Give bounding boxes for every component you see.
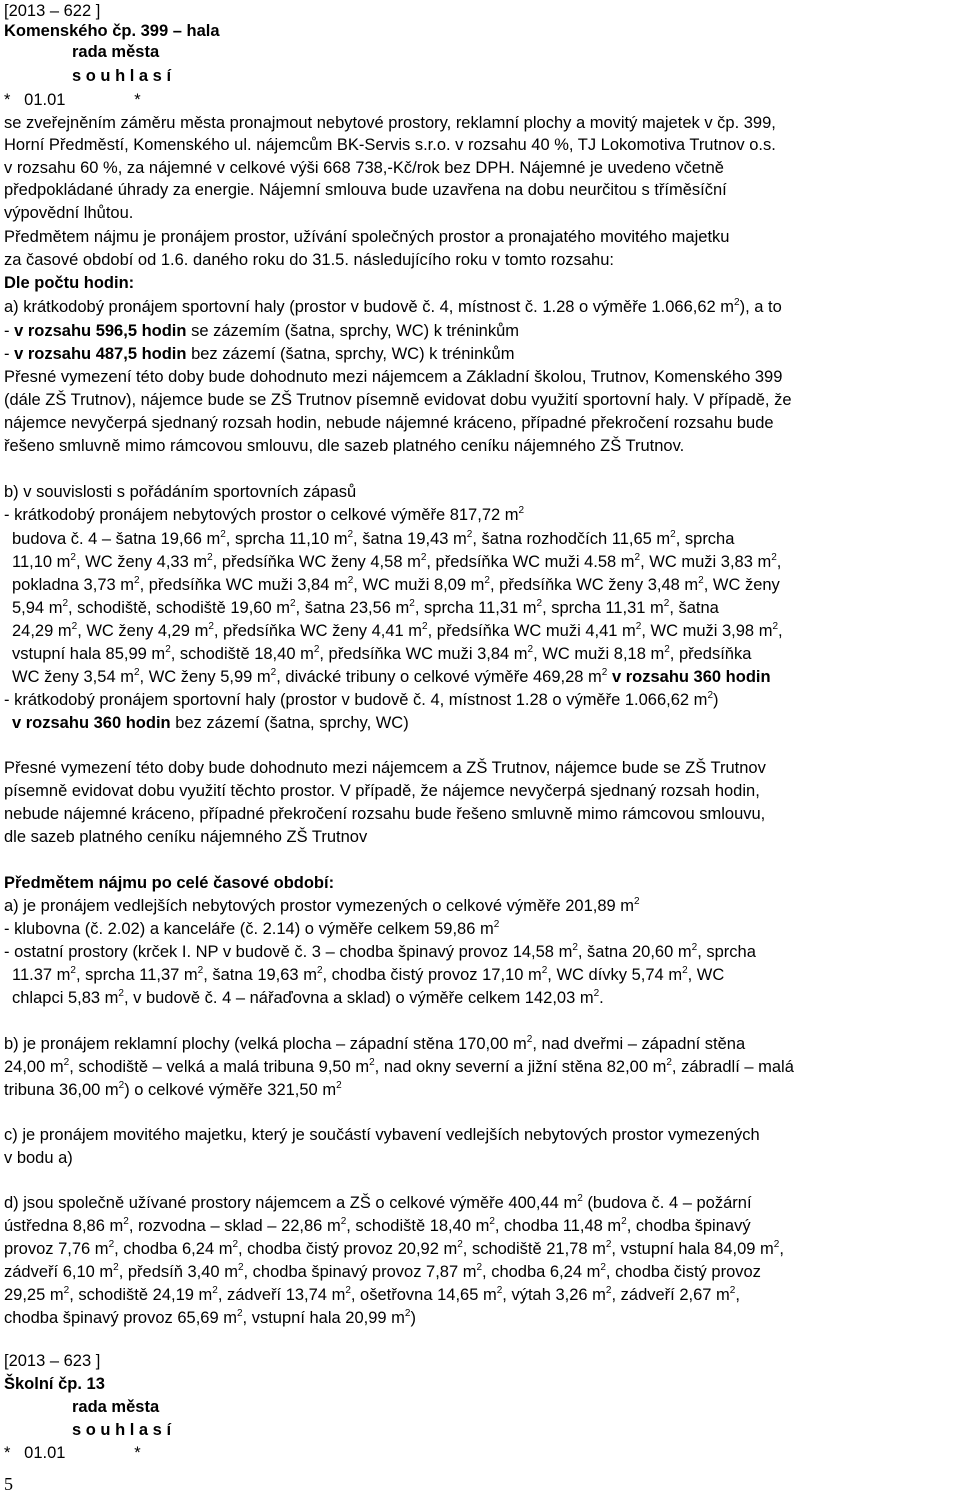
- resolution-heading: Komenského čp. 399 – hala: [4, 22, 220, 40]
- text-line: budova č. 4 – šatna 19,66 $m^2$, sprcha 11,10 $m^2$, šatna 19,43 $m^2$, šatna rozhodčích 11,65 $m^2$, sprcha: [12, 528, 735, 548]
- code-line: * 01.01 *: [4, 91, 141, 109]
- council-label: rada města: [72, 43, 160, 61]
- text-line: se zveřejněním záměru města pronajmout nebytové prostory, reklamní plochy a movitý majetek v čp. 399,: [4, 114, 776, 132]
- text-line: tribuna 36,00 $m^2$) o celkové výměře 321,50 $m^2$: [4, 1079, 342, 1099]
- item-a-bullet: - v rozsahu 596,5 hodin se zázemím (šatna, sprchy, WC) k tréninkům: [4, 322, 520, 340]
- text-line: dle sazeb platného ceníku nájemného ZŠ Trutnov: [4, 828, 368, 846]
- text-line: b) je pronájem reklamní plochy (velká plocha – západní stěna 170,00 $m^2$, nad dveřmi – západní stěna: [4, 1033, 746, 1053]
- text-line: za časové období od 1.6. daného roku do 31.5. následujícího roku v tomto rozsahu:: [4, 251, 614, 269]
- text-line: 11,10 $m^2$, WC ženy 4,33 $m^2$, předsíňka WC ženy 4,58 $m^2$, předsíňka WC muži 4.58 $m^2$, WC muži 3,83 $m^2$,: [12, 551, 782, 571]
- item-a-line: a) krátkodobý pronájem sportovní haly (prostor v budově č. 4, místnost č. 1.28 o výměře 1.066,62 $m^2$), a to: [4, 296, 782, 316]
- item-a-bullet: - v rozsahu 487,5 hodin bez zázemí (šatna, sprchy, WC) k tréninkům: [4, 345, 515, 363]
- resolution-ref: [2013 – 622 ]: [4, 2, 101, 20]
- text-line: ústředna 8,86 $m^2$, rozvodna – sklad – 22,86 $m^2$, schodiště 18,40 $m^2$, chodba 11,48 $m^2$, chodba špinavý: [4, 1215, 751, 1235]
- hours-heading: Dle počtu hodin:: [4, 274, 135, 292]
- text-line: 24,29 $m^2$, WC ženy 4,29 $m^2$, předsíňka WC ženy 4,41 $m^2$, předsíňka WC muži 4,41 $m^2$, WC muži 3,98 $m^2$,: [12, 620, 783, 640]
- verdict: s o u h l a s í: [72, 67, 172, 85]
- text-line: 24,00 $m^2$, schodiště – velká a malá tribuna 9,50 $m^2$, nad okny severní a jižní stěna 82,00 $m^2$, zábradlí – malá: [4, 1056, 794, 1076]
- text-line: 11.37 $m^2$, sprcha 11,37 $m^2$, šatna 19,63 $m^2$, chodba čistý provoz 17,10 $m^2$, WC dívky 5,74 $m^2$, WC: [12, 964, 725, 984]
- text-line: písemně evidovat dobu využití těchto prostor. V případě, že nájemce nevyčerpá sjednaný rozsah hodin,: [4, 782, 760, 800]
- text-line: pokladna 3,73 $m^2$, předsíňka WC muži 3,84 $m^2$, WC muži 8,09 $m^2$, předsíňka WC ženy 3,48 $m^2$, WC ženy: [12, 574, 780, 594]
- council-label: rada města: [72, 1398, 160, 1416]
- text-line: výpovědní lhůtou.: [4, 204, 134, 222]
- text-line: Přesné vymezení této doby bude dohodnuto mezi nájemcem a ZŠ Trutnov, nájemce bude se ZŠ Trutnov: [4, 759, 766, 777]
- text-line: předpokládané úhrady za energie. Nájemní smlouva bude uzavřena na dobu neurčitou s tříměsíční: [4, 181, 727, 199]
- item-b-bullet: - krátkodobý pronájem nebytových prostor o celkové výměře 817,72 $m^2$: [4, 504, 525, 524]
- text-line: v rozsahu 360 hodin bez zázemí (šatna, sprchy, WC): [12, 714, 409, 732]
- text-line: - klubovna (č. 2.02) a kanceláře (č. 2.14) o výměře celkem 59,86 $m^2$: [4, 918, 500, 938]
- page-number: 5: [4, 1474, 13, 1494]
- text-line: 5,94 $m^2$, schodiště, schodiště 19,60 $m^2$, šatna 23,56 $m^2$, sprcha 11,31 $m^2$, sprcha 11,31 $m^2$, šatna: [12, 597, 719, 617]
- text-line: (dále ZŠ Trutnov), nájemce bude se ZŠ Trutnov písemně evidovat dobu využití sportovní haly. V případě, že: [4, 391, 792, 409]
- text-line: chlapci 5,83 $m^2$, v budově č. 4 – nářaďovna a sklad) o výměře celkem 142,03 $m^2$.: [12, 987, 604, 1007]
- text-line: - ostatní prostory (krček I. NP v budově č. 3 – chodba špinavý provoz 14,58 $m^2$, šatna 20,60 $m^2$, sprcha: [4, 941, 756, 961]
- text-line: d) jsou společně užívané prostory nájemcem a ZŠ o celkové výměře 400,44 $m^2$ (budova č. 4 – požární: [4, 1192, 752, 1212]
- text-line: Přesné vymezení této doby bude dohodnuto mezi nájemcem a Základní školou, Trutnov, Komenského 399: [4, 368, 783, 386]
- text-line: Horní Předměstí, Komenského ul. nájemcům BK-Servis s.r.o. v rozsahu 40 %, TJ Lokomotiva Trutnov o.s.: [4, 136, 776, 154]
- text-line: WC ženy 3,54 $m^2$, WC ženy 5,99 $m^2$, divácké tribuny o celkové výměře 469,28 $m^2$ v rozsahu 360 hodin: [12, 666, 771, 686]
- verdict: s o u h l a s í: [72, 1421, 172, 1439]
- resolution-heading: Školní čp. 13: [4, 1375, 105, 1393]
- item-b-bullet: - krátkodobý pronájem sportovní haly (prostor v budově č. 4, místnost 1.28 o výměře 1.066,62 $m^2$): [4, 689, 719, 709]
- text-line: vstupní hala 85,99 $m^2$, schodiště 18,40 $m^2$, předsíňka WC muži 3,84 $m^2$, WC muži 8,18 $m^2$, předsíňka: [12, 643, 752, 663]
- text-line: nebude nájemné kráceno, případné překročení rozsahu bude řešeno smluvně mimo rámcovou smlouvu,: [4, 805, 766, 823]
- text-line: řešeno smluvně mimo rámcovou smlouvu, dle sazeb platného ceníku nájemného ZŠ Trutnov.: [4, 437, 685, 455]
- text-line: 29,25 $m^2$, schodiště 24,19 $m^2$, zádveří 13,74 $m^2$, ošetřovna 14,65 $m^2$, výtah 3,26 $m^2$, zádveří 2,67 $m^2$,: [4, 1284, 740, 1304]
- item-b-line: b) v souvislosti s pořádáním sportovních zápasů: [4, 483, 357, 501]
- text-line: Předmětem nájmu je pronájem prostor, užívání společných prostor a pronajatého movitého majetku: [4, 228, 730, 246]
- text-line: chodba špinavý provoz 65,69 $m^2$, vstupní hala 20,99 $m^2$): [4, 1307, 416, 1327]
- text-line: c) je pronájem movitého majetku, který je součástí vybavení vedlejších nebytových prostor vymezených: [4, 1126, 760, 1144]
- code-line: * 01.01 *: [4, 1444, 141, 1462]
- text-line: v bodu a): [4, 1149, 73, 1167]
- text-line: zádveří 6,10 $m^2$, předsíň 3,40 $m^2$, chodba špinavý provoz 7,87 $m^2$, chodba 6,24 $m^2$, chodba čistý provoz: [4, 1261, 761, 1281]
- text-line: a) je pronájem vedlejších nebytových prostor vymezených o celkové výměře 201,89 $m^2$: [4, 895, 640, 915]
- text-line: provoz 7,76 $m^2$, chodba 6,24 $m^2$, chodba čistý provoz 20,92 $m^2$, schodiště 21,78 $m^2$, vstupní hala 84,09 $m^2$,: [4, 1238, 784, 1258]
- text-line: nájemce nevyčerpá sjednaný rozsah hodin, nebude nájemné kráceno, případné překročení rozsahu bude: [4, 414, 774, 432]
- text-line: v rozsahu 60 %, za nájemné v celkové výši 668 738,-Kč/rok bez DPH. Nájemné je uvedeno včetně: [4, 159, 724, 177]
- resolution-ref: [2013 – 623 ]: [4, 1352, 101, 1370]
- whole-period-heading: Předmětem nájmu po celé časové období:: [4, 874, 335, 892]
